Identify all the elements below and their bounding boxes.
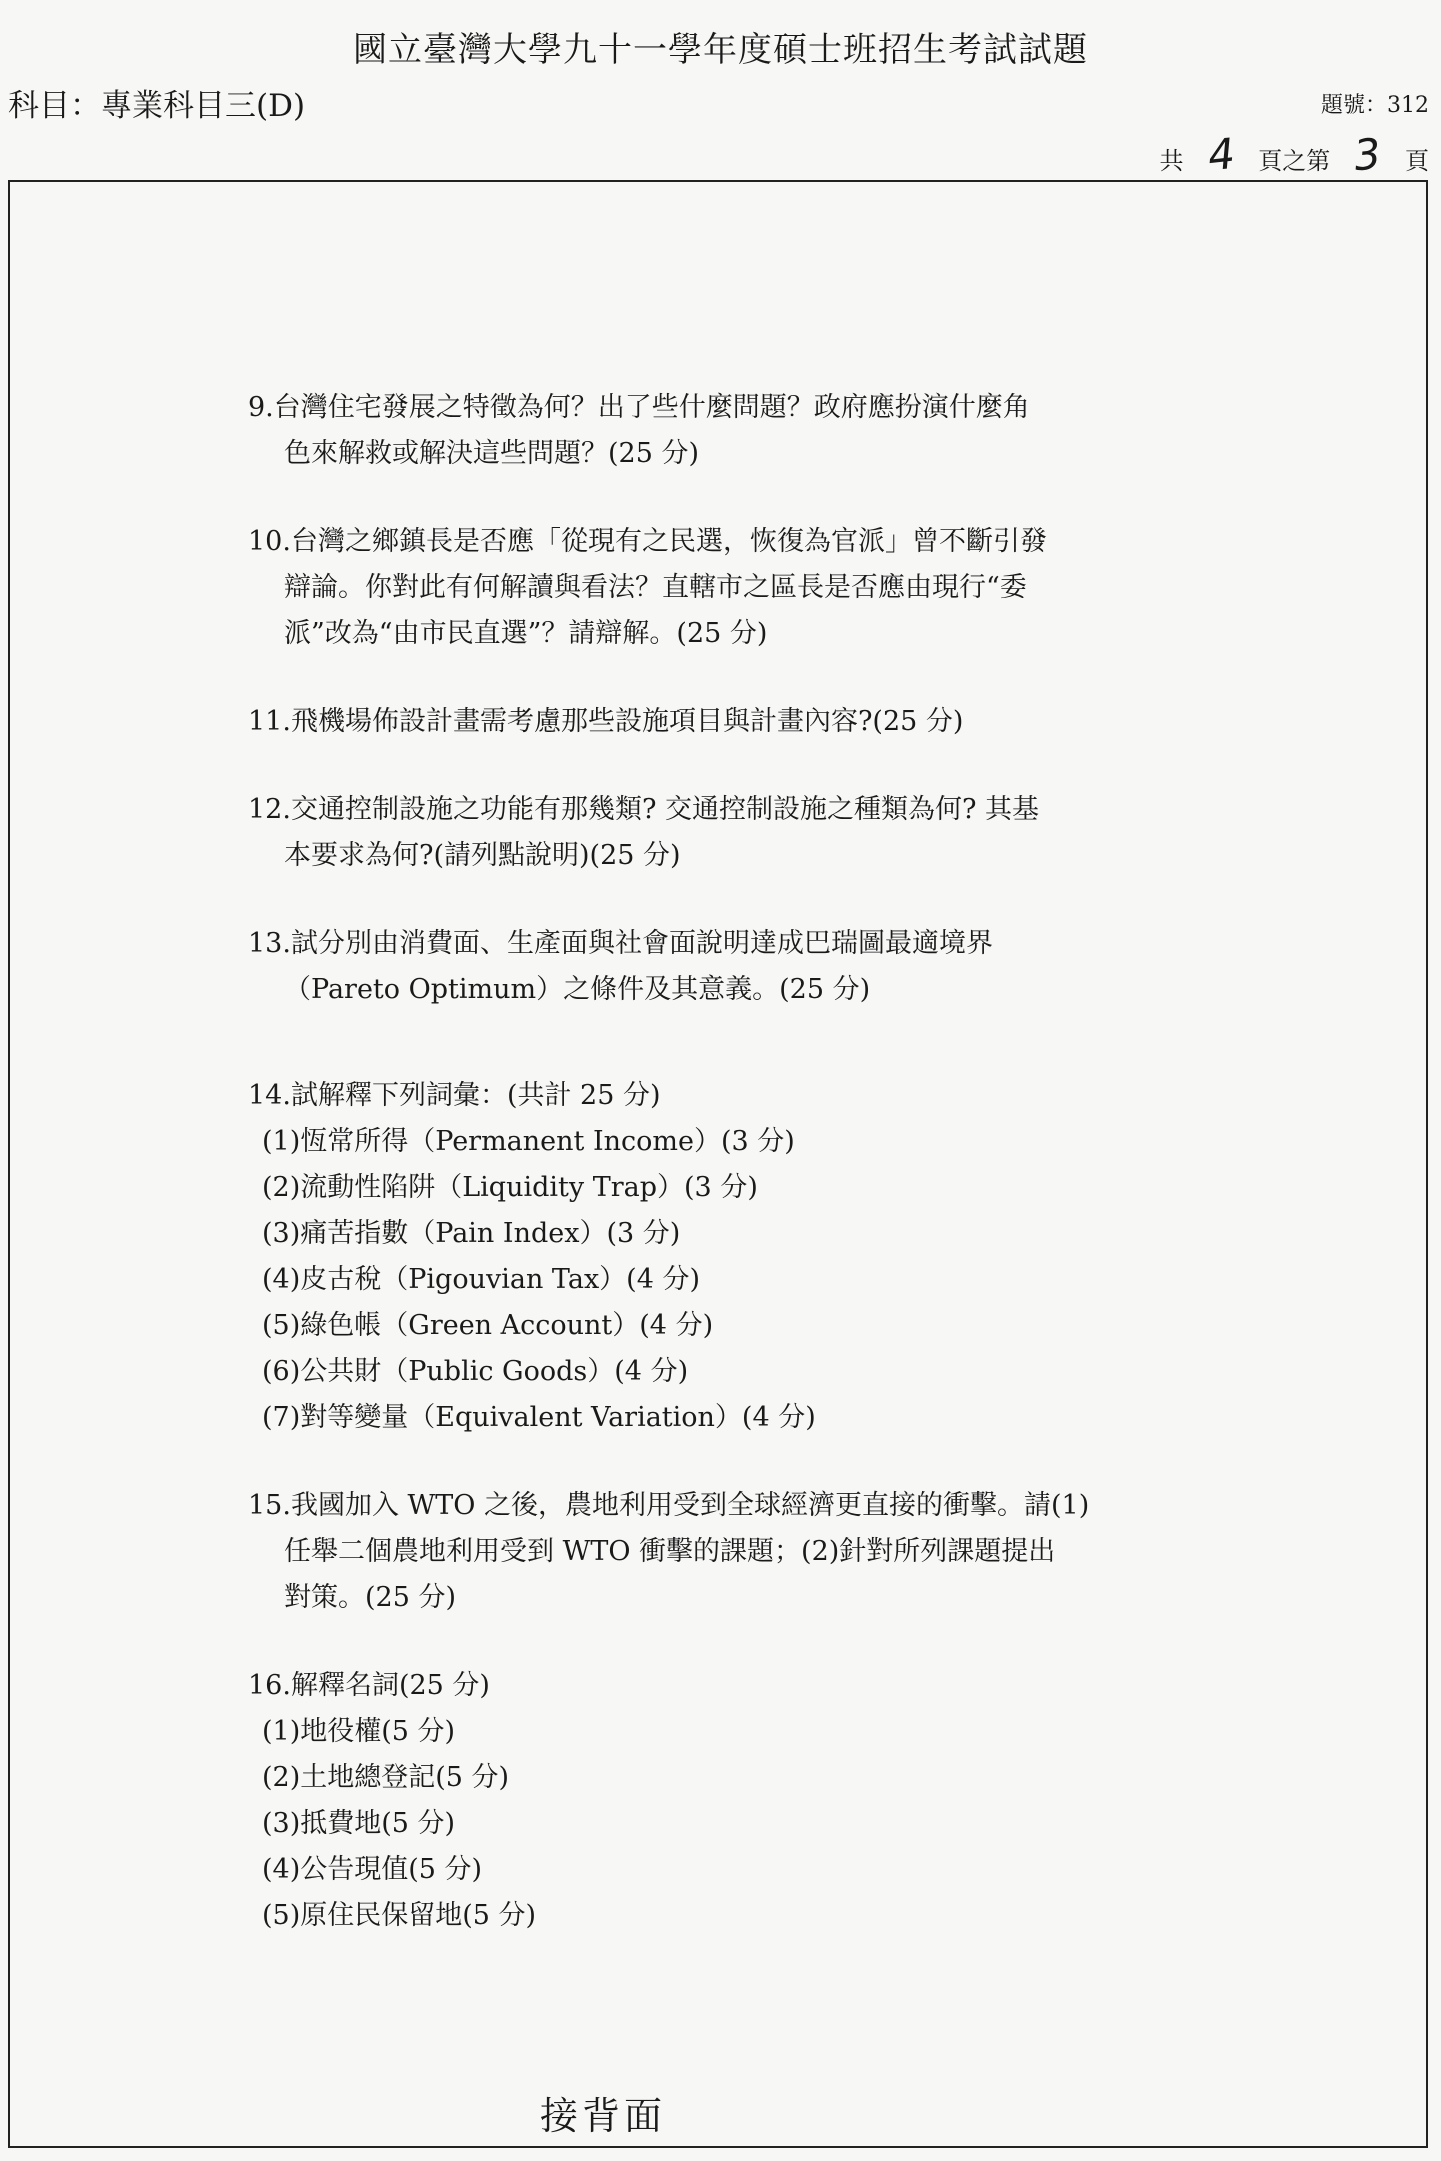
question-number: 題號：312	[1321, 93, 1429, 118]
term-item: (5)綠色帳（Green Account）(4 分)	[262, 1310, 714, 1341]
question-line: 12.交通控制設施之功能有那幾類? 交通控制設施之種類為何? 其基	[248, 794, 1040, 825]
term-item: (4)皮古稅（Pigouvian Tax）(4 分)	[262, 1264, 700, 1295]
page-middle: 頁之第	[1258, 147, 1331, 175]
question-13	[248, 921, 1198, 1013]
current-page: 3	[1351, 128, 1384, 181]
total-pages: 4	[1205, 128, 1237, 181]
question-line: 10.台灣之鄉鎮長是否應「從現有之民選，恢復為官派」曾不斷引發	[248, 526, 1047, 557]
term-item: (7)對等變量（Equivalent Variation）(4 分)	[262, 1402, 816, 1433]
question-line: 15.我國加入 WTO 之後，農地利用受到全球經濟更直接的衝擊。請(1)	[248, 1490, 1090, 1521]
question-stem: 16.解釋名詞(25 分)	[248, 1670, 490, 1701]
question-11	[248, 699, 1198, 745]
term-item: (1)恆常所得（Permanent Income）(3 分)	[262, 1126, 795, 1157]
question-9	[248, 385, 1198, 477]
question-list	[248, 385, 1198, 1981]
question-15	[248, 1483, 1198, 1621]
question-line: 色來解救或解決這些問題？(25 分)	[284, 438, 700, 469]
term-item: (3)痛苦指數（Pain Index）(3 分)	[262, 1218, 681, 1249]
subject-label: 科目：專業科目三(D)	[8, 88, 306, 124]
term-item: (2)土地總登記(5 分)	[262, 1762, 510, 1793]
page-prefix: 共	[1159, 147, 1184, 175]
term-item: (2)流動性陷阱（Liquidity Trap）(3 分)	[262, 1172, 758, 1203]
question-14	[248, 1073, 1198, 1441]
page-suffix: 頁	[1405, 147, 1429, 175]
question-line: 11.飛機場佈設計畫需考慮那些設施項目與計畫內容?(25 分)	[248, 706, 964, 737]
question-line: 9.台灣住宅發展之特徵為何？出了些什麼問題？政府應扮演什麼角	[248, 392, 1030, 423]
term-item: (3)抵費地(5 分)	[262, 1808, 456, 1839]
exam-title: 國立臺灣大學九十一學年度碩士班招生考試試題	[353, 30, 1088, 70]
question-line: （Pareto Optimum）之條件及其意義。(25 分)	[284, 974, 871, 1005]
term-item: (1)地役權(5 分)	[262, 1716, 456, 1747]
question-10	[248, 519, 1198, 657]
term-item: (5)原住民保留地(5 分)	[262, 1900, 537, 1931]
question-12	[248, 787, 1198, 879]
question-stem: 14.試解釋下列詞彙：(共計 25 分)	[248, 1080, 661, 1111]
question-line: 派”改為“由市民直選”？請辯解。(25 分)	[284, 618, 768, 649]
question-line: 本要求為何?(請列點說明)(25 分)	[284, 840, 681, 871]
question-line: 辯論。你對此有何解讀與看法？直轄市之區長是否應由現行“委	[284, 572, 1027, 603]
question-line: 任舉二個農地利用受到 WTO 衝擊的課題；(2)針對所列課題提出	[284, 1536, 1056, 1567]
question-line: 對策。(25 分)	[284, 1582, 457, 1613]
question-line: 13.試分別由消費面、生產面與社會面說明達成巴瑞圖最適境界	[248, 928, 993, 959]
term-item: (6)公共財（Public Goods）(4 分)	[262, 1356, 689, 1387]
question-16	[248, 1663, 1198, 1939]
page-indicator	[1160, 130, 1429, 179]
term-item: (4)公告現值(5 分)	[262, 1854, 483, 1885]
continue-on-back-note: 接背面	[540, 2094, 667, 2138]
